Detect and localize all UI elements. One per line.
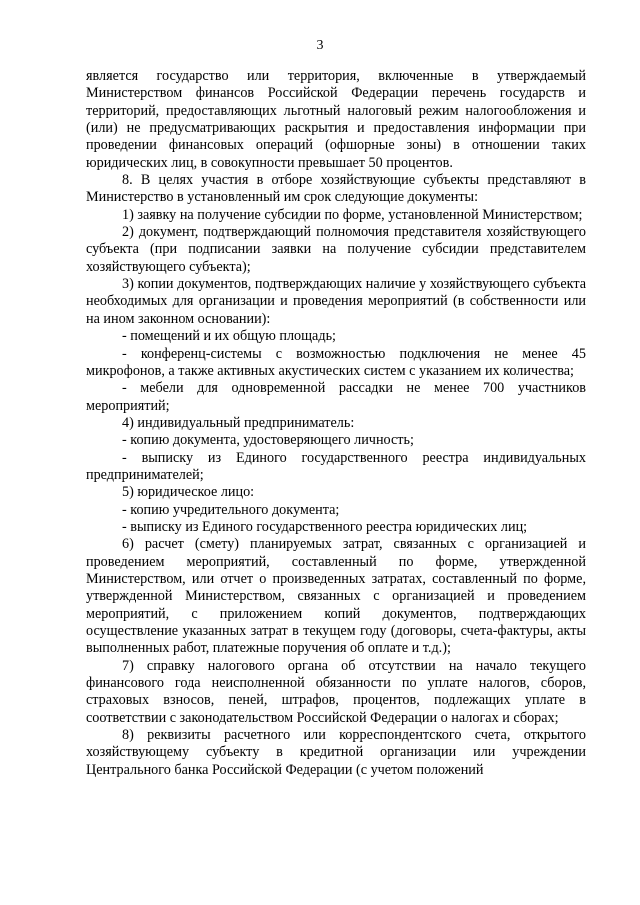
document-body — [86, 68, 586, 779]
page-number: 3 — [316, 38, 324, 53]
list-subitem: - копию учредительного документа; — [122, 501, 340, 518]
list-item: 1) заявку на получение субсидии по форме, установленной Министерством; — [122, 206, 583, 223]
list-item: 5) юридическое лицо: — [122, 484, 255, 501]
list-item: 3) копии документов, подтверждающих наличие у хозяйствующего субъекта необходимых для организации и проведения мероприятий (в собственности или на ином законном основании): — [86, 276, 586, 327]
list-subitem: - помещений и их общую площадь; — [122, 328, 336, 345]
list-subitem: - выписку из Единого государственного реестра юридических лиц; — [122, 518, 528, 535]
paragraph: 8. В целях участия в отборе хозяйствующие субъекты представляют в Министерство в установленный им срок следующие документы: — [86, 172, 586, 206]
list-subitem: - мебели для одновременной рассадки не менее 700 участников мероприятий; — [86, 380, 586, 414]
list-item: 6) расчет (смету) планируемых затрат, связанных с организацией и проведением мероприятий, составленный по форме, утвержденной Министерством, или отчет о произведенных затратах, составленный по форме, утвержденной Министерством, связанных с организацией и проведением мероприятий, с приложением копий документов, подтверждающих осуществление указанных затрат в текущем году (договоры, счета-фактуры, акты выполненных работ, платежные поручения об оплате и т.д.); — [86, 536, 586, 657]
list-item: 2) документ, подтверждающий полномочия представителя хозяйствующего субъекта (при подписании заявки на получение субсидии представителем хозяйствующего субъекта); — [86, 224, 586, 275]
list-subitem: - выписку из Единого государственного реестра индивидуальных предпринимателей; — [86, 449, 586, 483]
list-item: 8) реквизиты расчетного или корреспондентского счета, открытого хозяйствующему субъекту в кредитной организации или учреждении Центрального банка Российской Федерации (с учетом положений — [86, 727, 586, 778]
list-subitem: - копию документа, удостоверяющего личность; — [122, 432, 414, 449]
paragraph: является государство или территория, включенные в утверждаемый Министерством финансов Российской Федерации перечень государств и территорий, предоставляющих льготный налоговый режим налогообложения и (или) не предусматривающих раскрытия и предоставления информации при проведении финансовых операций (офшорные зоны) в отношении таких юридических лиц, в совокупности превышает 50 процентов. — [86, 68, 586, 171]
list-subitem: - конференц-системы с возможностью подключения не менее 45 микрофонов, а также активных акустических систем с указанием их количества; — [86, 345, 586, 379]
list-item: 4) индивидуальный предприниматель: — [122, 414, 355, 431]
list-item: 7) справку налогового органа об отсутствии на начало текущего финансового года неисполненной обязанности по уплате налогов, сборов, страховых взносов, пеней, штрафов, процентов, подлежащих уплате в соответствии с законодательством Российской Федерации о налогах и сборах; — [86, 657, 586, 726]
